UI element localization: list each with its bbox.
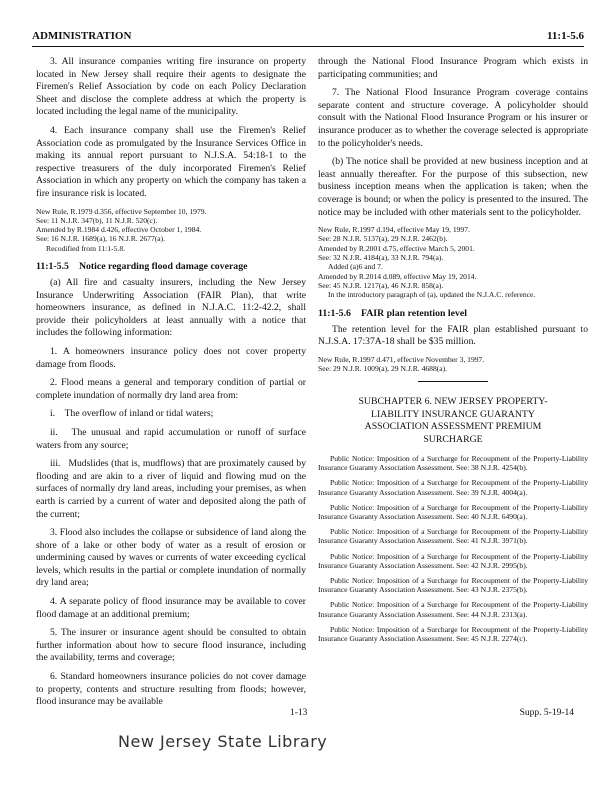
public-notice: Public Notice: Imposition of a Surcharge for Recoupment of the Property-Liability Insurance Guaranty Association Assessment. See: 40 N.J.R. 6490(a). [318, 502, 588, 521]
left-column [36, 56, 306, 715]
history-line: See: 16 N.J.R. 1689(a), 16 N.J.R. 2677(a). [36, 234, 166, 244]
item-3: 3. Flood also includes the collapse or subsidence of land along the shore of a lake or other body of water as a result of erosion or undermining caused by waves or currents of water exceeding cyclical levels, which results in the partial or complete inundation of normally dry land area; [36, 527, 306, 589]
page-footer [0, 708, 616, 728]
item-label: ii. [50, 426, 58, 438]
public-notice: Public Notice: Imposition of a Surcharge for Recoupment of the Property-Liability Insurance Guaranty Association Assessment. See: 43 N.J.R. 2375(b). [318, 575, 588, 595]
history-line: Added (a)6 and 7. [328, 262, 383, 272]
section-heading-5-6 [318, 308, 588, 319]
section-title: FAIR plan retention level [360, 307, 467, 319]
header-section-range: 11:1-5.6 [547, 30, 584, 42]
item-2: 2. Flood means a general and temporary condition of partial or complete inundation of normally dry land area from: [36, 377, 306, 401]
history-line: Amended by R.2001 d.75, effective March 5, 2001. [318, 243, 475, 253]
history-line: Amended by R.1984 d.426, effective October 1, 1984. [36, 225, 202, 235]
history-line: Amended by R.2014 d.089, effective May 19, 2014. [318, 271, 477, 281]
item-2-ii [36, 427, 306, 452]
running-header [32, 30, 584, 47]
public-notice: Public Notice: Imposition of a Surcharge for Recoupment of the Property-Liability Insurance Guaranty Association Assessment. See: 45 N.J.R. 2274(c). [318, 624, 588, 643]
subchapter-line: SUBCHAPTER 6. NEW JERSEY PROPERTY- [358, 396, 548, 408]
subchapter-heading [318, 396, 588, 446]
section-number: 11:1-5.5 [36, 261, 69, 273]
library-stamp: New Jersey State Library [118, 732, 328, 751]
history-note-5-5 [318, 225, 588, 299]
right-column [318, 56, 588, 649]
item-text: The unusual and rapid accumulation or runoff of surface waters from any source; [36, 426, 307, 451]
subchapter-line: SURCHARGE [423, 433, 483, 445]
history-line: See: 45 N.J.R. 1217(a), 46 N.J.R. 858(a). [318, 280, 444, 290]
history-line: See: 11 N.J.R. 347(b), 11 N.J.R. 520(c). [36, 215, 158, 225]
section-title: Notice regarding flood damage coverage [78, 261, 248, 273]
paragraph-4: 4. Each insurance company shall use the Firemen's Relief Association code as promulgated by the Insurance Services Office in making its annual report pursuant to N.J.S.A. 54:18-1 to the respective treasurers of the duly incorporated Firemen's Relief Association in which any property on which the company has taken a fire insurance risk is located. [36, 124, 306, 199]
item-2-i [36, 408, 306, 421]
page-number: 1-13 [290, 708, 308, 718]
section-number: 11:1-5.6 [318, 307, 351, 319]
history-line: New Rule, R.1997 d.471, effective November 3, 1997. [318, 354, 485, 364]
history-line: Recodified from 11:1-5.8. [46, 243, 126, 253]
paragraph-3: 3. All insurance companies writing fire insurance on property located in New Jersey shall require their agents to designate the Firemen's Relief Association by code on each Policy Declaration Sheet and disclose the complete address at which the property is located including the legal name of the municipality. [36, 56, 306, 118]
subsection-b: (b) The notice shall be provided at new business inception and at least annually thereafter. For the purpose of this subsection, new business inception means when the application is taken; when the coverage is bound; or when the policy is presented to the insured. The notice may be included with other materials sent to the policyholder. [318, 156, 588, 218]
public-notice: Public Notice: Imposition of a Surcharge for Recoupment of the Property-Liability Insurance Guaranty Association Assessment. See: 38 N.J.R. 4254(b). [318, 453, 588, 473]
supplement-date: Supp. 5-19-14 [519, 708, 574, 718]
history-note-5-6 [318, 355, 588, 374]
public-notice: Public Notice: Imposition of a Surcharge for Recoupment of the Property-Liability Insurance Guaranty Association Assessment. See: 44 N.J.R. 2313(a). [318, 600, 588, 619]
item-label: i. [50, 408, 56, 420]
subchapter-line: ASSOCIATION ASSESSMENT PREMIUM [364, 421, 542, 433]
history-line: New Rule, R.1997 d.194, effective May 19, 1997. [318, 225, 470, 235]
item-1: 1. A homeowners insurance policy does not cover property damage from floods. [36, 345, 306, 370]
header-chapter-title: ADMINISTRATION [32, 30, 132, 42]
history-note-5-4 [36, 207, 306, 253]
item-7: 7. The National Flood Insurance Program coverage contains separate content and structure coverage. A policyholder should consult with the National Flood Insurance Program or his insurer or insurance producer as to whether the coverage selected is appropriate to the policyholder's needs. [318, 87, 588, 149]
item-2-iii [36, 458, 306, 521]
public-notice: Public Notice: Imposition of a Surcharge for Recoupment of the Property-Liability Insurance Guaranty Association Assessment. See: 41 N.J.R. 3971(b). [318, 527, 588, 546]
history-line: See: 28 N.J.R. 5137(a), 29 N.J.R. 2462(b). [318, 234, 448, 244]
item-5: 5. The insurer or insurance agent should be consulted to obtain further information about how to secure flood insurance, including the availability, terms and coverage; [36, 627, 306, 664]
item-4: 4. A separate policy of flood insurance may be available to cover flood damage at an additional premium; [36, 596, 306, 620]
history-line: In the introductory paragraph of (a), updated the N.J.A.C. reference. [328, 290, 536, 300]
section-heading-5-5 [36, 261, 306, 272]
item-text: Mudslides (that is, mudflows) that are proximately caused by flooding and are akin to a river of liquid and flowing mud on the surfaces of normally dry land areas, including your premises, as when earth is carried by a current of water and deposited along the path of the current; [36, 458, 307, 520]
subchapter-line: LIABILITY INSURANCE GUARANTY [371, 408, 535, 420]
history-line: New Rule, R.1979 d.356, effective September 10, 1979. [36, 206, 207, 216]
public-notice: Public Notice: Imposition of a Surcharge for Recoupment of the Property-Liability Insurance Guaranty Association Assessment. See: 39 N.J.R. 4004(a). [318, 478, 588, 497]
section-5-6-text: The retention level for the FAIR plan established pursuant to N.J.S.A. 17:37A-18 shall be $35 million. [318, 323, 588, 348]
subsection-a: (a) All fire and casualty insurers, including the New Jersey Insurance Underwriting Association (FAIR Plan), that write homeowners insurance, as defined in N.J.A.C. 11:2-42.2, shall provide their policyholders at least annually with a notice that includes the following information: [36, 277, 306, 339]
history-line: See: 29 N.J.R. 1009(a), 29 N.J.R. 4688(a). [318, 363, 448, 373]
item-6-continued: through the National Flood Insurance Program which exists in participating communities; and [318, 56, 588, 80]
history-line: See: 32 N.J.R. 4184(a), 33 N.J.R. 794(a). [318, 253, 444, 263]
item-text: The overflow of inland or tidal waters; [64, 408, 214, 420]
item-6: 6. Standard homeowners insurance policies do not cover damage to property, contents and structure resulting from floods; however, flood insurance may be available [36, 671, 306, 708]
divider-rule [418, 381, 488, 382]
public-notice: Public Notice: Imposition of a Surcharge for Recoupment of the Property-Liability Insurance Guaranty Association Assessment. See: 42 N.J.R. 2995(b). [318, 551, 588, 570]
item-label: iii. [50, 458, 61, 470]
